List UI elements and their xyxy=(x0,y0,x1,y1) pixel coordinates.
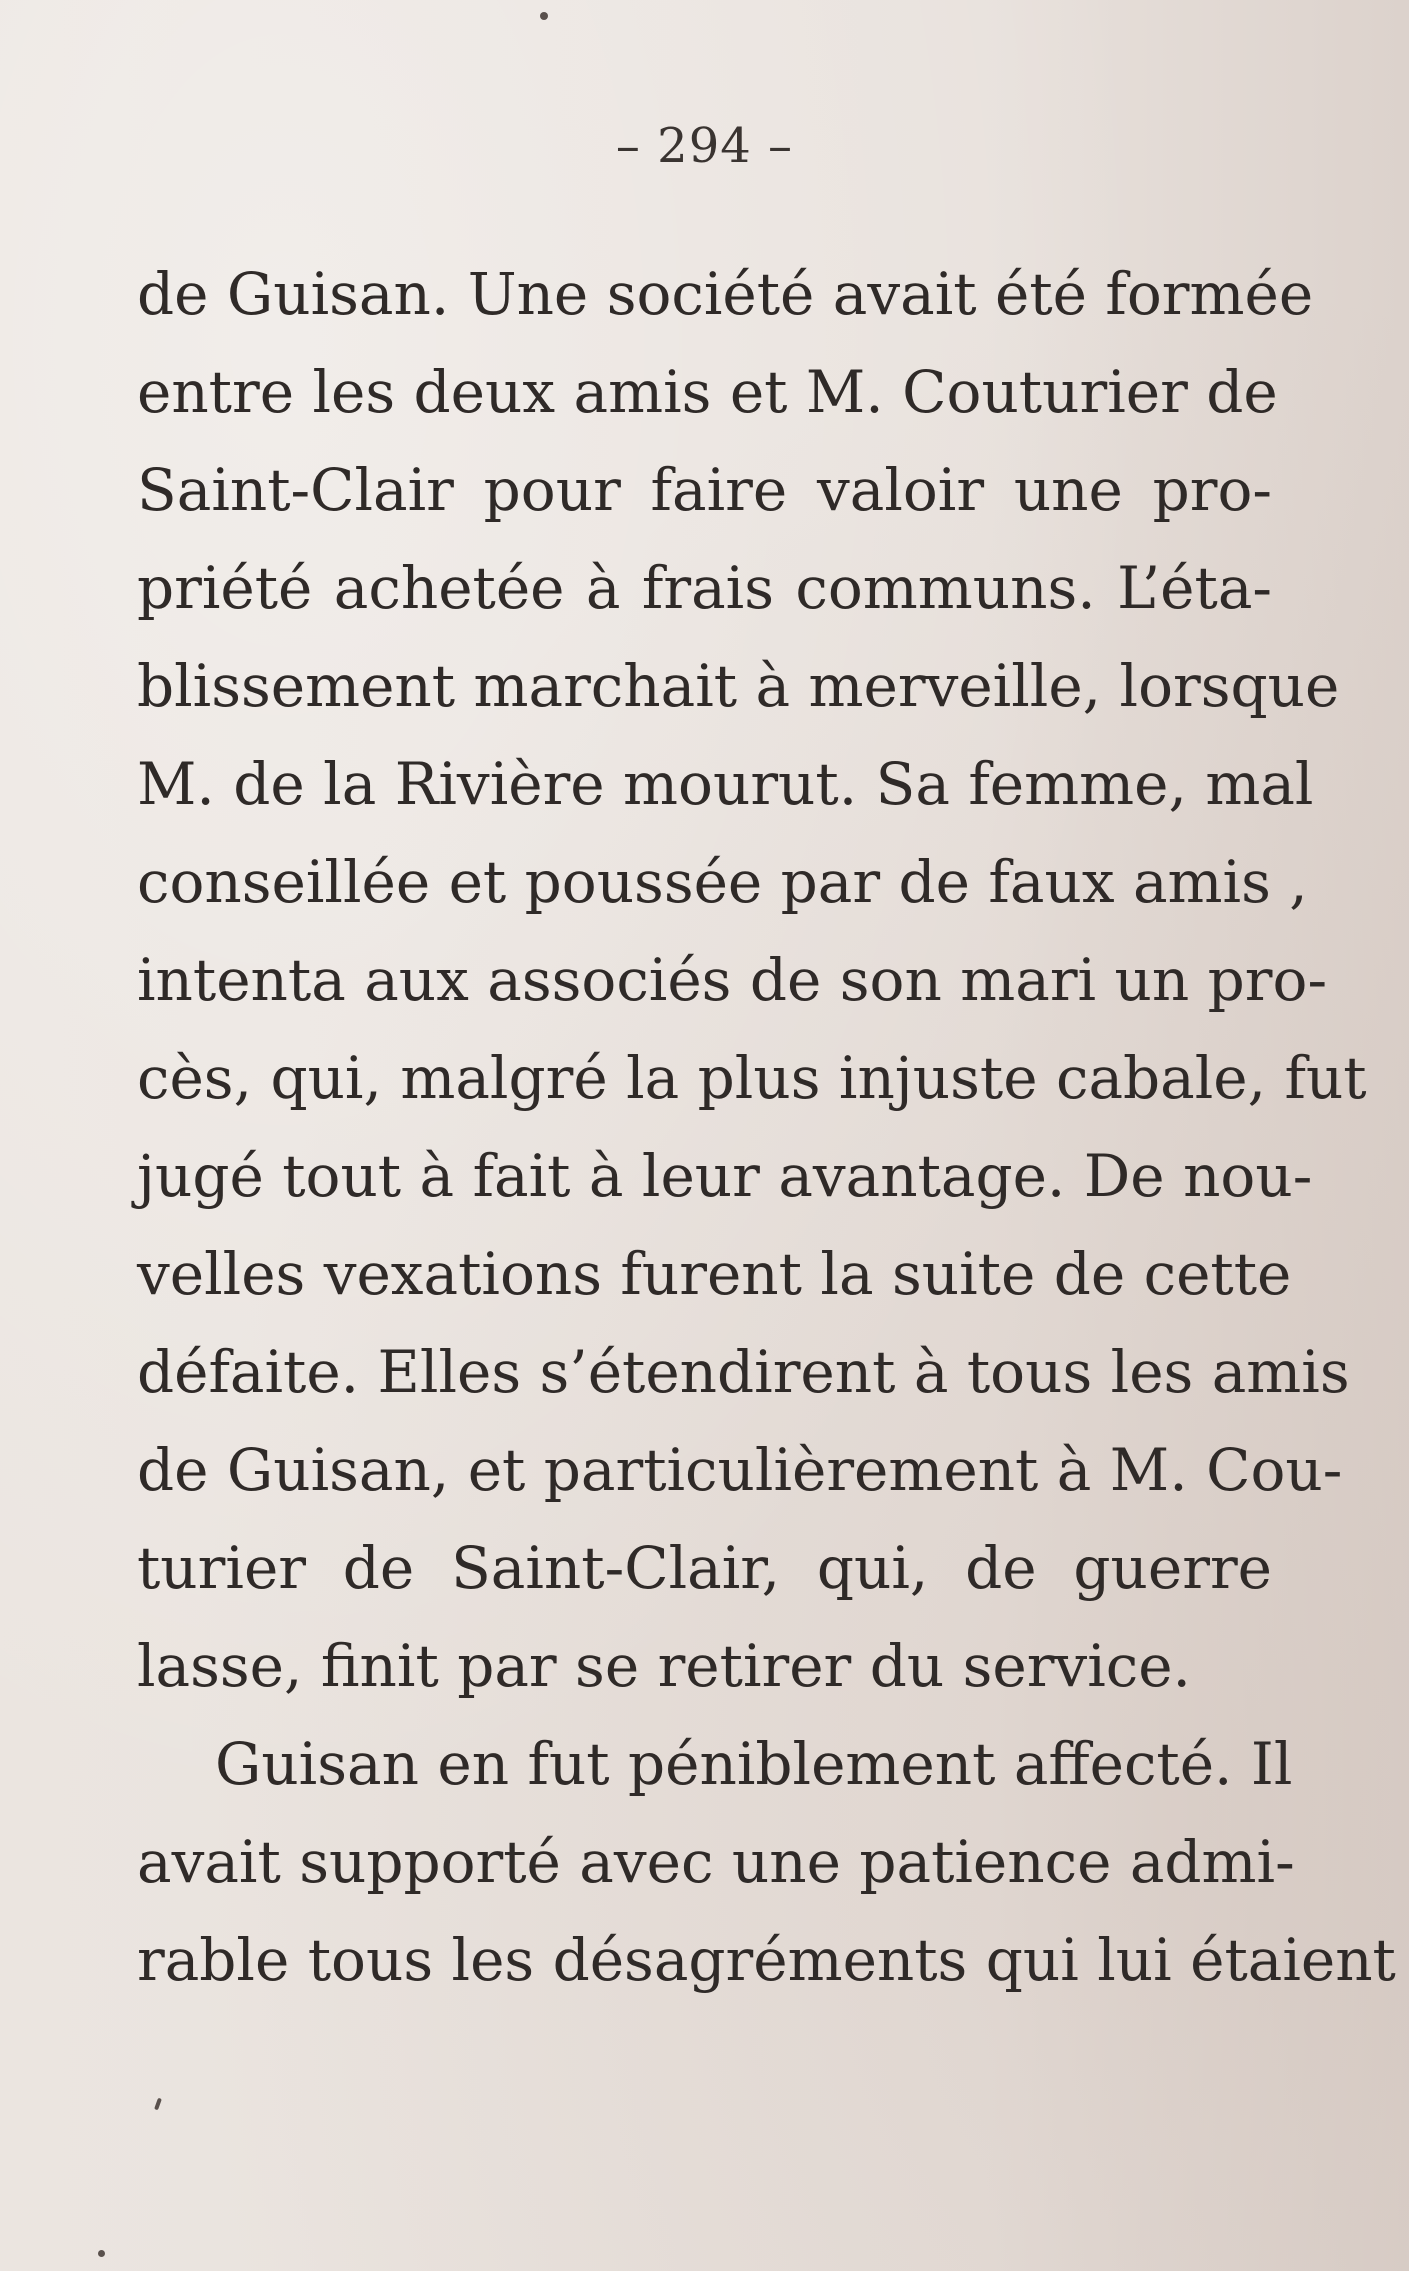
text-line: lasse, finit par se retirer du service. xyxy=(137,1632,1191,1700)
text-line: M. de la Rivière mourut. Sa femme, mal xyxy=(137,750,1314,818)
text-line: Saint-Clair pour faire valoir une pro- xyxy=(137,456,1272,524)
text-line: entre les deux amis et M. Couturier de xyxy=(137,358,1278,426)
text-line: Guisan en fut péniblement affecté. Il xyxy=(215,1730,1293,1798)
text-line: de Guisan, et particulièrement à M. Cou- xyxy=(137,1436,1343,1504)
text-line: intenta aux associés de son mari un pro- xyxy=(137,946,1328,1014)
page-number: – 294 – xyxy=(615,118,794,174)
text-line: conseillée et poussée par de faux amis , xyxy=(137,848,1308,916)
paper-speck xyxy=(98,2250,105,2257)
text-line: priété achetée à frais communs. L’éta- xyxy=(137,554,1272,622)
text-line: de Guisan. Une société avait été formée xyxy=(137,260,1314,328)
text-line: jugé tout à fait à leur avantage. De nou- xyxy=(137,1142,1313,1210)
paper-speck xyxy=(154,2098,162,2111)
text-line: avait supporté avec une patience admi- xyxy=(137,1828,1295,1896)
paragraph-2 xyxy=(137,1715,1396,2009)
text-line: velles vexations furent la suite de cette xyxy=(137,1240,1292,1308)
paper-speck xyxy=(540,12,548,20)
text-line: rable tous les désagréments qui lui étaient xyxy=(137,1926,1396,1994)
text-line: turier de Saint-Clair, qui, de guerre xyxy=(137,1534,1272,1602)
paragraph-1 xyxy=(137,245,1367,1715)
text-line: blissement marchait à merveille, lorsque xyxy=(137,652,1340,720)
text-line: cès, qui, malgré la plus injuste cabale, fut xyxy=(137,1044,1367,1112)
text-line: défaite. Elles s’étendirent à tous les amis xyxy=(137,1338,1350,1406)
body-text xyxy=(137,245,1396,2009)
